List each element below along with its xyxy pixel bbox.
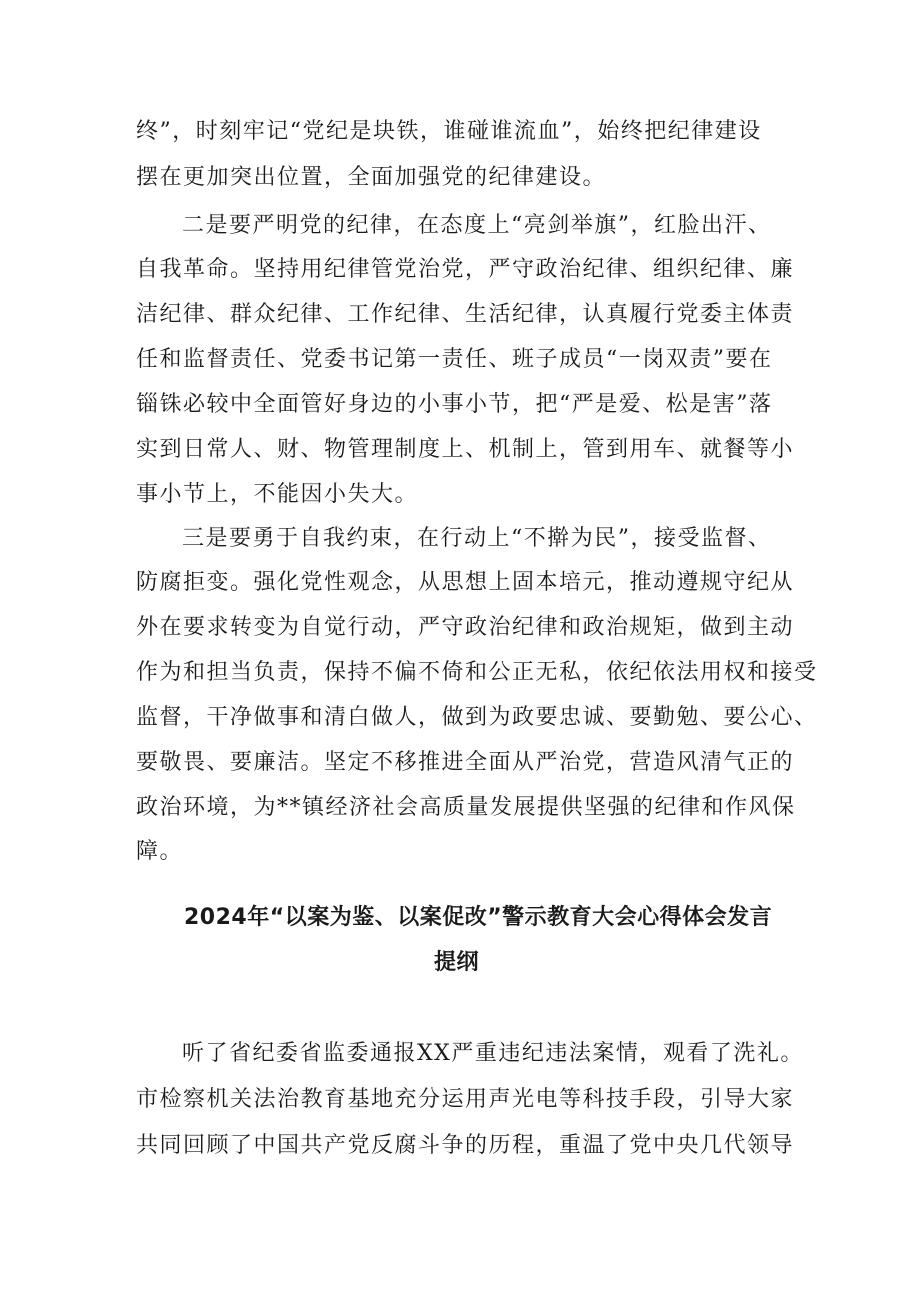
paragraph-line: 洁纪律、群众纪律、工作纪律、生活纪律，认真履行党委主体责 [136,302,795,327]
paragraph-line: 政治环境，为**镇经济社会高质量发展提供坚强的纪律和作风保 [136,795,796,820]
paragraph-line: 实到日常人、财、物管理制度上、机制上，管到用车、就餐等小 [136,437,795,462]
paragraph-line: 锱铢必较中全面管好身边的小事小节，把“严是爱、松是害”落 [136,392,773,417]
paragraph-line: 要敬畏、要廉洁。坚定不移推进全面从严治党，营造风清气正的 [136,750,795,775]
heading-line-1: 2024年“以案为鉴、以案促改”警示教育大会心得体会发言 [184,905,773,930]
paragraph-line: 障。 [136,839,184,864]
paragraph-line: 共同回顾了中国共产党反腐斗争的历程，重温了党中央几代领导 [136,1133,795,1158]
paragraph-line: 监督，干净做事和清白做人，做到为政要忠诚、要勤勉、要公心、 [136,705,818,730]
paragraph-line: 终”，时刻牢记“党纪是块铁，谁碰谁流血”，始终把纪律建设 [136,119,762,144]
paragraph-line: 任和监督责任、党委书记第一责任、班子成员“一岗双责”要在 [136,347,773,372]
paragraph-line: 作为和担当负责，保持不偏不倚和公正无私，依纪依法用权和接受 [136,660,818,685]
paragraph-line: 市检察机关法治教育基地充分运用声光电等科技手段，引导大家 [136,1087,795,1112]
paragraph-line: 摆在更加突出位置，全面加强党的纪律建设。 [136,165,607,190]
paragraph-line: 自我革命。坚持用纪律管党治党，严守政治纪律、组织纪律、廉 [136,257,795,282]
paragraph-line: 事小节上，不能因小失大。 [136,482,419,507]
paragraph-line: 二是要严明党的纪律，在态度上“亮剑举旗”，红脸出汗、 [182,213,772,238]
heading-line-2: 提纲 [434,950,480,975]
paragraph-line: 防腐拒变。强化党性观念，从思想上固本培元，推动遵规守纪从 [136,570,795,595]
paragraph-line: 外在要求转变为自觉行动，严守政治纪律和政治规矩，做到主动 [136,615,795,640]
paragraph-line: 听了省纪委省监委通报XX严重违纪违法案情，观看了洗礼。 [182,1041,804,1066]
paragraph-line: 三是要勇于自我约束，在行动上“不擀为民”，接受监督、 [182,526,772,551]
